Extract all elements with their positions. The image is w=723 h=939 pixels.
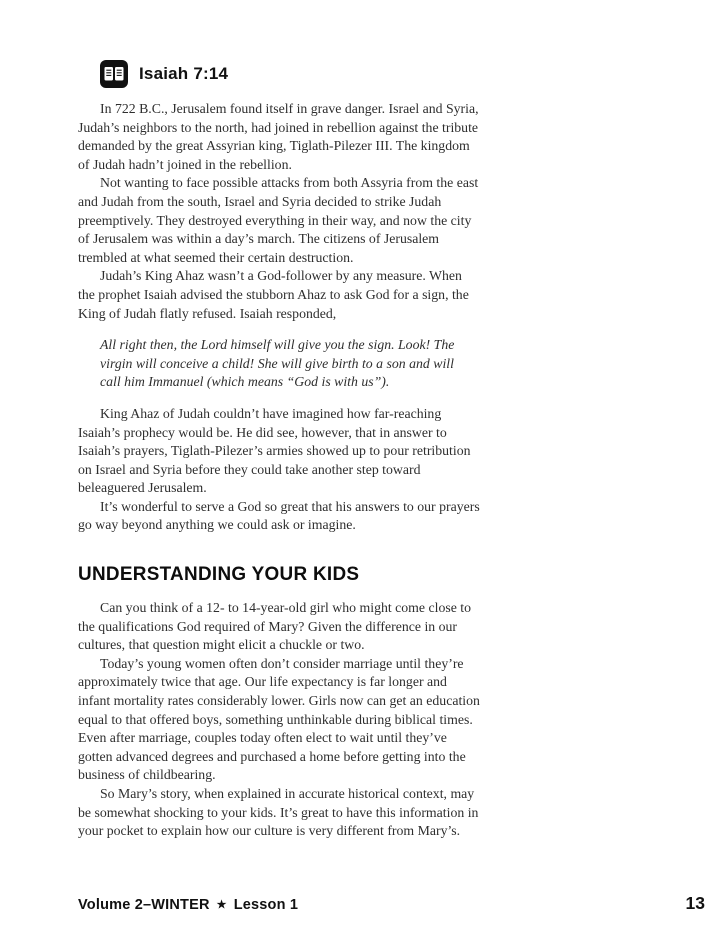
open-book-icon	[100, 60, 128, 88]
body-paragraph: Can you think of a 12- to 14-year-old girl who might come close to the qualifications God required of Mary? Given the difference in our cultures, that question might elicit a chuckle or two.	[78, 600, 472, 653]
page-footer	[78, 893, 705, 914]
body-paragraph: Not wanting to face possible attacks from both Assyria from the east and Judah from the south, Israel and Syria decided to strike Judah preemptively. They destroyed everything in their way, and now the city of Jerusalem was within a day’s march. The citizens of Jerusalem trembled at what seemed their certain destruction.	[78, 175, 479, 265]
body-paragraph: In 722 B.C., Jerusalem found itself in grave danger. Israel and Syria, Judah’s neighbors to the north, had joined in rebellion against the tribute demanded by the great Assyrian king, Tiglath-Pilezer III. The kingdom of Judah hadn’t joined in the rebellion.	[78, 101, 479, 172]
footer-volume-lesson	[78, 897, 298, 913]
star-icon: ★	[216, 899, 227, 911]
body-paragraph: Judah’s King Ahaz wasn’t a God-follower by any measure. When the prophet Isaiah advised the stubborn Ahaz to ask God for a sign, the King of Judah flatly refused. Isaiah responded,	[78, 268, 469, 321]
footer-volume-label: Volume 2–WINTER	[78, 897, 210, 913]
body-paragraph: It’s wonderful to serve a God so great that his answers to our prayers go way beyond anything we could ask or imagine.	[78, 498, 480, 533]
body-paragraph: So Mary’s story, when explained in accurate historical context, may be somewhat shocking to your kids. It’s great to have this information in your pocket to explain how our culture is very different from Mary’s.	[78, 786, 479, 839]
page-content	[78, 60, 481, 841]
body-paragraph: King Ahaz of Judah couldn’t have imagined how far-reaching Isaiah’s prophecy would be. He did see, however, that in answer to Isaiah’s prayers, Tiglath-Pilezer’s armies showed up to pour retribution on Israel and Syria before they could take another step toward beleaguered Jerusalem.	[78, 405, 471, 496]
section-heading: UNDERSTANDING YOUR KIDS	[78, 563, 360, 586]
scripture-reference-label: Isaiah 7:14	[139, 64, 229, 83]
footer-lesson-label: Lesson 1	[233, 897, 299, 913]
page-number: 13	[685, 893, 705, 913]
scripture-reference-header	[100, 60, 481, 88]
body-paragraph: Today’s young women often don’t consider marriage until they’re approximately twice that age. Our life expectancy is far longer and infant mortality rates considerably lower. Girls now can get an education equal to that offered boys, something unthinkable during biblical times. Even after marriage, couples today often elect to wait until they’ve gotten advanced degrees and purchased a home before getting into the business of childbearing.	[78, 655, 480, 783]
scripture-quote: All right then, the Lord himself will give you the sign. Look! The virgin will conceive a child! She will give birth to a son and will call him Immanuel (which means “God is with us”).	[100, 337, 455, 390]
